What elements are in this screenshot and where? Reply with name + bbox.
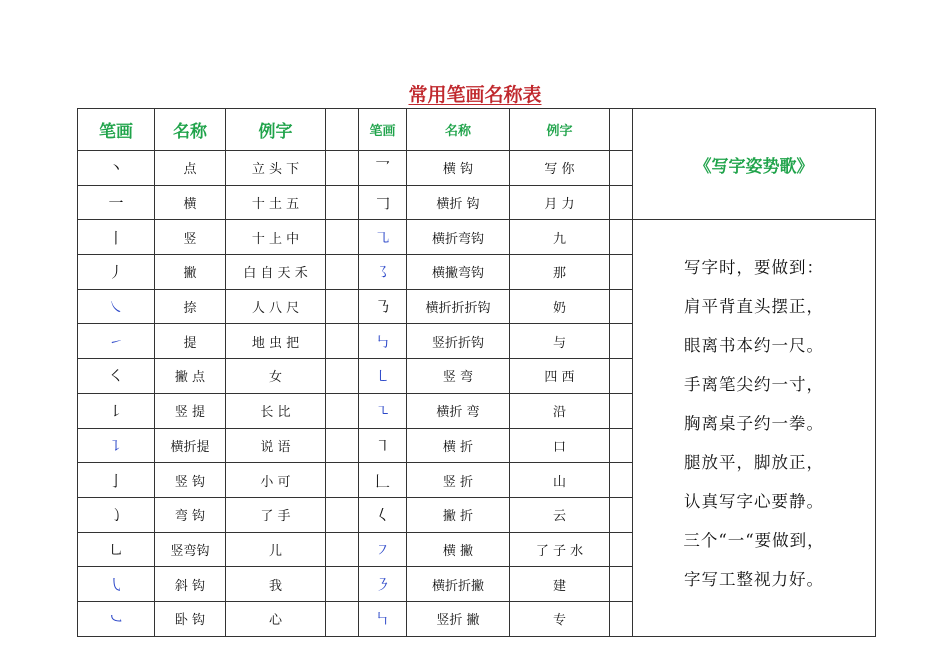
- column-gap: [326, 359, 359, 394]
- stroke-glyph: ㇟: [78, 532, 155, 567]
- example-chars: 十 土 五: [226, 185, 326, 220]
- stroke-glyph: 𠃌: [359, 185, 407, 220]
- example-chars: 小 可: [226, 463, 326, 498]
- stroke-name: 横折折撇: [407, 567, 510, 602]
- column-gap: [610, 109, 633, 151]
- stroke-glyph: ㇄: [359, 359, 407, 394]
- stroke-glyph: 乛: [359, 151, 407, 186]
- stroke-name: 捺: [155, 289, 226, 324]
- stroke-name: 卧 钩: [155, 601, 226, 636]
- column-gap: [610, 463, 633, 498]
- example-chars: 了 手: [226, 497, 326, 532]
- example-chars: 专: [510, 601, 610, 636]
- example-chars: 九: [510, 220, 610, 255]
- stroke-glyph: 𠃊: [359, 463, 407, 498]
- page-title: 常用笔画名称表: [408, 84, 542, 106]
- table-row: [78, 220, 876, 255]
- column-gap: [326, 289, 359, 324]
- example-chars: 人 八 尺: [226, 289, 326, 324]
- poem-title: 《写字姿势歌》: [633, 109, 876, 220]
- example-chars: 山: [510, 463, 610, 498]
- stroke-name: 横折提: [155, 428, 226, 463]
- example-chars: 立 头 下: [226, 151, 326, 186]
- column-gap: [610, 220, 633, 255]
- right-header-2: 例字: [510, 109, 610, 151]
- stroke-name: 竖折折钩: [407, 324, 510, 359]
- column-gap: [326, 601, 359, 636]
- stroke-glyph: ㇛: [78, 359, 155, 394]
- column-gap: [326, 393, 359, 428]
- strokes-table: [77, 108, 876, 637]
- example-chars: 女: [226, 359, 326, 394]
- column-gap: [326, 532, 359, 567]
- column-gap: [326, 428, 359, 463]
- poem-line: 肩平背直头摆正，: [684, 297, 824, 317]
- example-chars: 说 语: [226, 428, 326, 463]
- stroke-name: 竖 提: [155, 393, 226, 428]
- stroke-glyph: 丿: [78, 255, 155, 290]
- stroke-name: 横折 钩: [407, 185, 510, 220]
- column-gap: [326, 567, 359, 602]
- example-chars: 长 比: [226, 393, 326, 428]
- column-gap: [326, 255, 359, 290]
- example-chars: 我: [226, 567, 326, 602]
- stroke-name: 撇 折: [407, 497, 510, 532]
- stroke-glyph: 丨: [78, 220, 155, 255]
- left-header-2: 例字: [226, 109, 326, 151]
- stroke-glyph: ㇍: [359, 393, 407, 428]
- column-gap: [326, 151, 359, 186]
- column-gap: [610, 601, 633, 636]
- column-gap: [610, 393, 633, 428]
- stroke-glyph: ㇈: [359, 220, 407, 255]
- column-gap: [326, 109, 359, 151]
- example-chars: 十 上 中: [226, 220, 326, 255]
- stroke-glyph: ㇇: [359, 532, 407, 567]
- left-header-1: 名称: [155, 109, 226, 151]
- poem-line: 眼离书本约一尺。: [684, 336, 824, 356]
- example-chars: 口: [510, 428, 610, 463]
- example-chars: 那: [510, 255, 610, 290]
- column-gap: [326, 463, 359, 498]
- poem-line: 字写工整视力好。: [684, 570, 824, 590]
- column-gap: [610, 532, 633, 567]
- stroke-name: 横: [155, 185, 226, 220]
- stroke-name: 点: [155, 151, 226, 186]
- left-header-0: 笔画: [78, 109, 155, 151]
- poem-line: 写字时，要做到：: [684, 258, 824, 278]
- column-gap: [610, 497, 633, 532]
- stroke-name: 竖 钩: [155, 463, 226, 498]
- right-header-0: 笔画: [359, 109, 407, 151]
- header-row: [78, 109, 876, 151]
- stroke-glyph: ㇡: [359, 289, 407, 324]
- stroke-glyph: ㇕: [359, 428, 407, 463]
- stroke-name: 斜 钩: [155, 567, 226, 602]
- poem-line: 认真写字心要静。: [684, 492, 824, 512]
- right-header-1: 名称: [407, 109, 510, 151]
- column-gap: [610, 428, 633, 463]
- example-chars: 与: [510, 324, 610, 359]
- stroke-glyph: ㇁: [78, 497, 155, 532]
- example-chars: 心: [226, 601, 326, 636]
- stroke-name: 竖弯钩: [155, 532, 226, 567]
- stroke-name: 横折 弯: [407, 393, 510, 428]
- example-chars: 四 西: [510, 359, 610, 394]
- stroke-name: 竖折 撇: [407, 601, 510, 636]
- stroke-name: 竖 弯: [407, 359, 510, 394]
- stroke-name: 横折弯钩: [407, 220, 510, 255]
- stroke-name: 横 折: [407, 428, 510, 463]
- stroke-name: 竖 折: [407, 463, 510, 498]
- example-chars: 了 子 水: [510, 532, 610, 567]
- column-gap: [610, 289, 633, 324]
- column-gap: [610, 185, 633, 220]
- column-gap: [610, 567, 633, 602]
- column-gap: [610, 359, 633, 394]
- example-chars: 写 你: [510, 151, 610, 186]
- example-chars: 云: [510, 497, 610, 532]
- stroke-name: 横撇弯钩: [407, 255, 510, 290]
- stroke-glyph: ㇀: [78, 324, 155, 359]
- stroke-glyph: ㇊: [78, 428, 155, 463]
- stroke-name: 提: [155, 324, 226, 359]
- stroke-glyph: 𡿨: [359, 497, 407, 532]
- column-gap: [610, 151, 633, 186]
- stroke-name: 横 撇: [407, 532, 510, 567]
- poem-body: [633, 220, 876, 636]
- poem-line: 胸离桌子约一拳。: [684, 414, 824, 434]
- stroke-name: 撇 点: [155, 359, 226, 394]
- example-chars: 沿: [510, 393, 610, 428]
- stroke-glyph: ㇂: [78, 567, 155, 602]
- stroke-name: 弯 钩: [155, 497, 226, 532]
- example-chars: 建: [510, 567, 610, 602]
- example-chars: 白 自 天 禾: [226, 255, 326, 290]
- poem-line: 三个“一“要做到，: [683, 531, 825, 551]
- stroke-glyph: ㇌: [359, 255, 407, 290]
- column-gap: [326, 220, 359, 255]
- stroke-glyph: 一: [78, 185, 155, 220]
- stroke-glyph: ㇏: [78, 289, 155, 324]
- poem-line: 腿放平，脚放正，: [684, 453, 824, 473]
- stroke-glyph: ㇃: [78, 601, 155, 636]
- stroke-glyph: ㇙: [78, 393, 155, 428]
- stroke-glyph: ㇉: [359, 324, 407, 359]
- example-chars: 奶: [510, 289, 610, 324]
- stroke-name: 横 钩: [407, 151, 510, 186]
- column-gap: [326, 324, 359, 359]
- poem-line: 手离笔尖约一寸，: [684, 375, 824, 395]
- stroke-name: 竖: [155, 220, 226, 255]
- stroke-glyph: 亅: [78, 463, 155, 498]
- example-chars: 月 力: [510, 185, 610, 220]
- stroke-glyph: 丶: [78, 151, 155, 186]
- stroke-glyph: ㇞: [359, 601, 407, 636]
- example-chars: 儿: [226, 532, 326, 567]
- column-gap: [326, 185, 359, 220]
- example-chars: 地 虫 把: [226, 324, 326, 359]
- column-gap: [326, 497, 359, 532]
- stroke-name: 横折折折钩: [407, 289, 510, 324]
- column-gap: [610, 255, 633, 290]
- stroke-glyph: ㇋: [359, 567, 407, 602]
- stroke-name: 撇: [155, 255, 226, 290]
- column-gap: [610, 324, 633, 359]
